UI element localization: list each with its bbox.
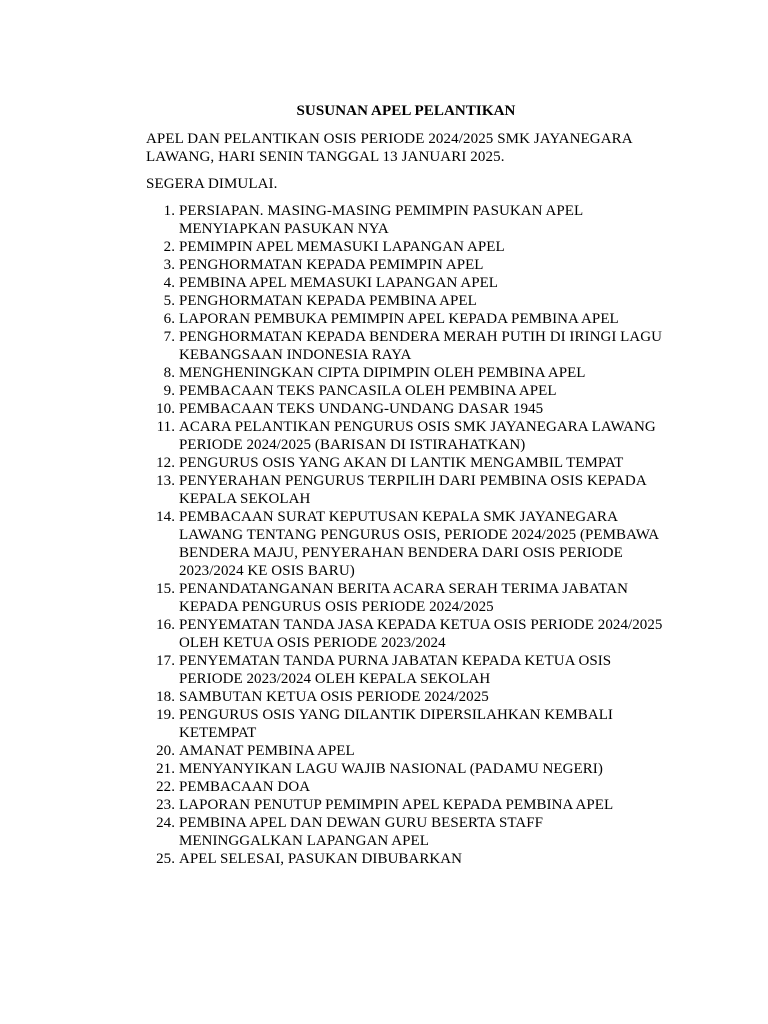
list-item-text: MENGHENINGKAN CIPTA DIPIMPIN OLEH PEMBINA APEL: [179, 365, 586, 381]
document-title: SUSUNAN APEL PELANTIKAN: [296, 103, 516, 119]
list-item-text: AMANAT PEMBINA APEL: [179, 743, 355, 759]
list-item-text: MENYANYIKAN LAGU WAJIB NASIONAL (PADAMU NEGERI): [179, 761, 603, 777]
list-item-text: PENGURUS OSIS YANG DILANTIK DIPERSILAHKAN KEMBALI KETEMPAT: [179, 707, 613, 741]
list-item-text: PENGURUS OSIS YANG AKAN DI LANTIK MENGAMBIL TEMPAT: [179, 455, 624, 471]
list-item-number: 9.: [163, 383, 175, 399]
list-item-text: PENYEMATAN TANDA JASA KEPADA KETUA OSIS PERIODE 2024/2025 OLEH KETUA OSIS PERIODE 2023/2024: [179, 617, 663, 651]
list-item-number: 19.: [156, 707, 175, 723]
list-item-number: 5.: [163, 293, 175, 309]
list-item-number: 7.: [163, 329, 175, 345]
list-item: [146, 778, 666, 796]
list-item: [146, 688, 666, 706]
list-item-text: PENGHORMATAN KEPADA PEMBINA APEL: [179, 293, 477, 309]
list-item: [146, 292, 666, 310]
list-item: [146, 382, 666, 400]
list-item-number: 12.: [156, 455, 175, 471]
list-item-number: 18.: [156, 689, 175, 705]
agenda-list: [146, 202, 666, 868]
list-item-number: 23.: [156, 797, 175, 813]
list-item-text: PENYEMATAN TANDA PURNA JABATAN KEPADA KETUA OSIS PERIODE 2023/2024 OLEH KEPALA SEKOLAH: [179, 653, 612, 687]
list-item: [146, 274, 666, 292]
list-item: [146, 706, 666, 742]
list-item-number: 10.: [156, 401, 175, 417]
list-item-number: 4.: [163, 275, 175, 291]
list-item: [146, 418, 666, 454]
list-item: [146, 202, 666, 238]
list-item-number: 14.: [156, 509, 175, 525]
intro-paragraph: APEL DAN PELANTIKAN OSIS PERIODE 2024/2025 SMK JAYANEGARA LAWANG, HARI SENIN TANGGAL 13 JANUARI 2025.: [146, 131, 632, 165]
document-page: [146, 102, 666, 868]
list-item-text: APEL SELESAI, PASUKAN DIBUBARKAN: [179, 851, 463, 867]
list-item-number: 25.: [156, 851, 175, 867]
list-item-text: PENANDATANGANAN BERITA ACARA SERAH TERIMA JABATAN KEPADA PENGURUS OSIS PERIODE 2024/2025: [179, 581, 629, 615]
start-note: SEGERA DIMULAI.: [146, 176, 278, 192]
list-item-number: 20.: [156, 743, 175, 759]
list-item-text: ACARA PELANTIKAN PENGURUS OSIS SMK JAYANEGARA LAWANG PERIODE 2024/2025 (BARISAN DI ISTIRAHATKAN): [179, 419, 656, 453]
list-item-text: PENGHORMATAN KEPADA PEMIMPIN APEL: [179, 257, 484, 273]
list-item-number: 24.: [156, 815, 175, 831]
list-item-text: PEMBACAAN DOA: [179, 779, 311, 795]
list-item: [146, 508, 666, 580]
list-item-number: 6.: [163, 311, 175, 327]
list-item-number: 11.: [156, 419, 175, 435]
list-item: [146, 454, 666, 472]
list-item-number: 3.: [163, 257, 175, 273]
list-item-text: PEMBACAAN TEKS PANCASILA OLEH PEMBINA APEL: [179, 383, 557, 399]
list-item-text: PEMBINA APEL DAN DEWAN GURU BESERTA STAFF MENINGGALKAN LAPANGAN APEL: [179, 815, 544, 849]
list-item-text: PEMBACAAN TEKS UNDANG-UNDANG DASAR 1945: [179, 401, 544, 417]
list-item-text: PEMBACAAN SURAT KEPUTUSAN KEPALA SMK JAYANEGARA LAWANG TENTANG PENGURUS OSIS, PERIODE 2024/2025 (PEMBAWA BENDERA MAJU, PENYERAHAN BENDERA DARI OSIS PERIODE 2023/2024 KE OSIS BARU): [179, 509, 659, 579]
list-item-number: 8.: [163, 365, 175, 381]
list-item-text: PEMIMPIN APEL MEMASUKI LAPANGAN APEL: [179, 239, 505, 255]
list-item-number: 13.: [156, 473, 175, 489]
list-item: [146, 814, 666, 850]
list-item-number: 22.: [156, 779, 175, 795]
list-item-text: SAMBUTAN KETUA OSIS PERIODE 2024/2025: [179, 689, 489, 705]
list-item-number: 21.: [156, 761, 175, 777]
list-item-text: PENGHORMATAN KEPADA BENDERA MERAH PUTIH DI IRINGI LAGU KEBANGSAAN INDONESIA RAYA: [179, 329, 663, 363]
list-item-text: LAPORAN PENUTUP PEMIMPIN APEL KEPADA PEMBINA APEL: [179, 797, 614, 813]
list-item-text: LAPORAN PEMBUKA PEMIMPIN APEL KEPADA PEMBINA APEL: [179, 311, 619, 327]
list-item-number: 16.: [156, 617, 175, 633]
list-item: [146, 580, 666, 616]
list-item-number: 17.: [156, 653, 175, 669]
list-item: [146, 400, 666, 418]
list-item: [146, 850, 666, 868]
list-item: [146, 652, 666, 688]
list-item: [146, 256, 666, 274]
list-item: [146, 760, 666, 778]
list-item: [146, 238, 666, 256]
list-item-text: PENYERAHAN PENGURUS TERPILIH DARI PEMBINA OSIS KEPADA KEPALA SEKOLAH: [179, 473, 646, 507]
list-item-text: PERSIAPAN. MASING-MASING PEMIMPIN PASUKAN APEL MENYIAPKAN PASUKAN NYA: [179, 203, 583, 237]
list-item: [146, 796, 666, 814]
list-item: [146, 616, 666, 652]
list-item: [146, 742, 666, 760]
list-item-number: 1.: [163, 203, 175, 219]
list-item-number: 15.: [156, 581, 175, 597]
list-item: [146, 472, 666, 508]
list-item-text: PEMBINA APEL MEMASUKI LAPANGAN APEL: [179, 275, 499, 291]
list-item: [146, 364, 666, 382]
list-item: [146, 328, 666, 364]
list-item: [146, 310, 666, 328]
list-item-number: 2.: [163, 239, 175, 255]
